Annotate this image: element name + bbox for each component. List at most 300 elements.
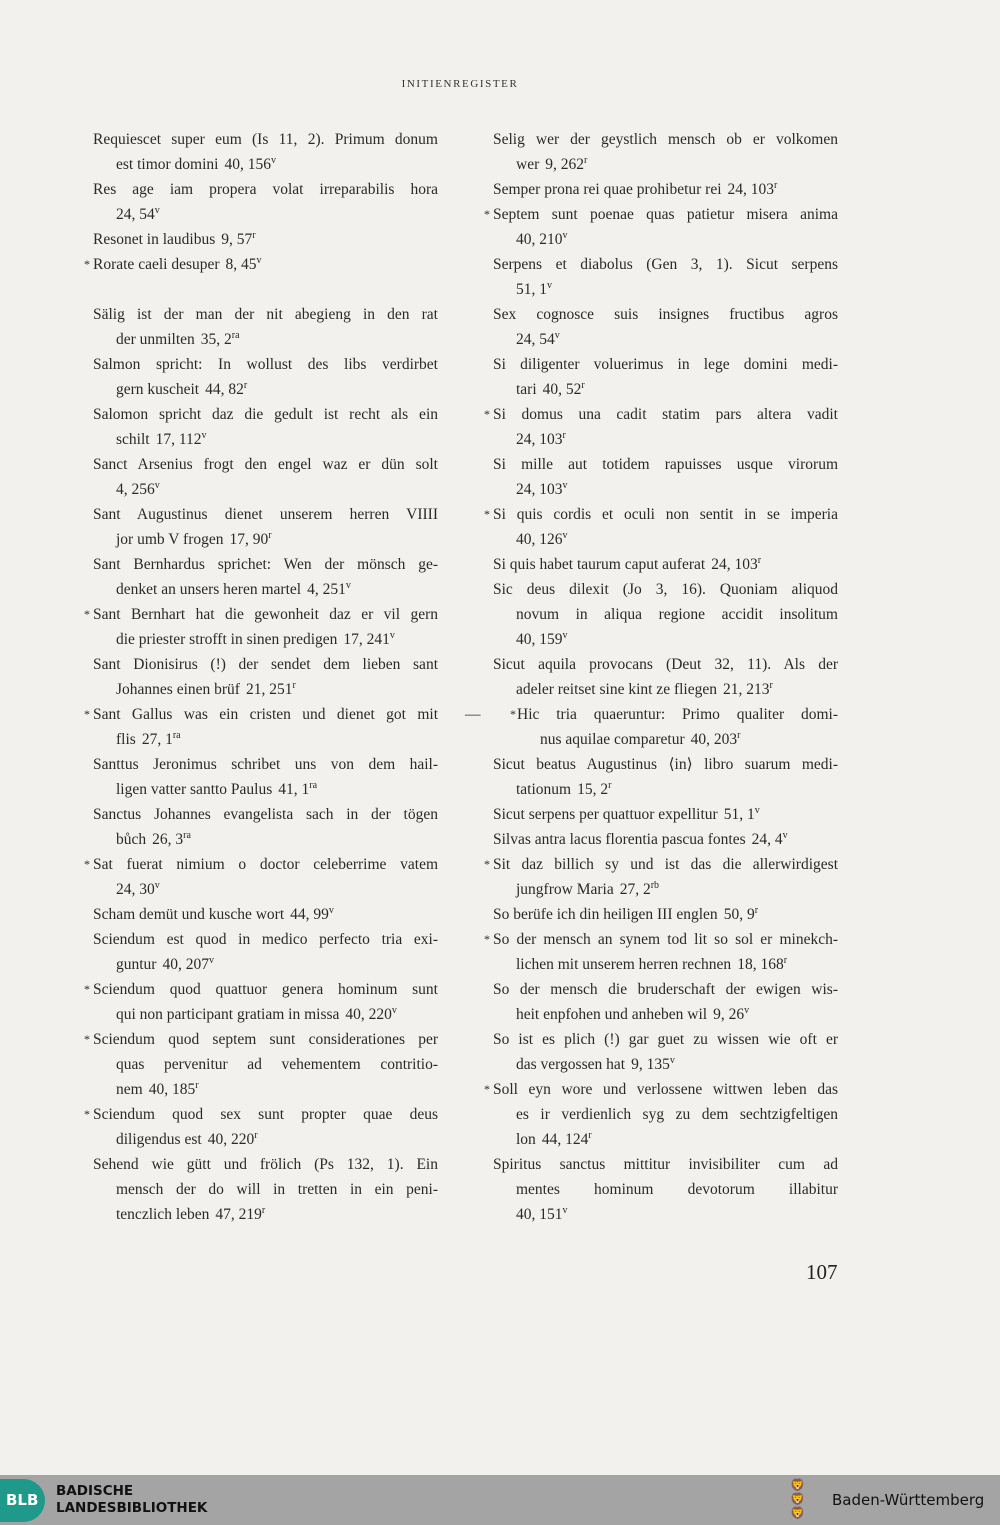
folio-side: r — [757, 555, 762, 566]
entry-text: So ist es plich (!) gar guet zu wissen wie oft er — [493, 1031, 838, 1048]
entry-line — [493, 852, 838, 877]
entry-text: Sciendum quod quattuor genera hominum sunt — [93, 981, 438, 998]
library-name — [56, 1483, 207, 1517]
entry-text: Spiritus sanctus mittitur invisibiliter cum ad — [493, 1156, 838, 1173]
entry-line — [93, 452, 438, 477]
folio-side: r — [254, 1130, 258, 1141]
folio-reference — [516, 631, 568, 648]
entry-line — [93, 1027, 438, 1052]
entry-line — [493, 427, 838, 452]
entry-line — [493, 552, 838, 577]
folio-side: v — [562, 530, 568, 541]
entry-line — [93, 1127, 438, 1152]
entry-line — [93, 652, 438, 677]
entry-line — [493, 1027, 838, 1052]
folio-number: 44, 124 — [541, 1131, 589, 1148]
entry-text: est timor domini — [116, 156, 219, 173]
folio-number: 26, 3 — [152, 831, 184, 848]
entry-text: heit enpfohen und anheben wil — [516, 1006, 708, 1023]
entry-line — [493, 902, 838, 927]
folio-reference — [728, 181, 778, 198]
entry-text: Sex cognosce suis insignes fructibus agros — [493, 306, 838, 323]
folio-number: 9, 262 — [545, 156, 584, 173]
entry-line — [493, 1127, 838, 1152]
entry-line — [93, 1102, 438, 1127]
folio-reference — [156, 431, 207, 448]
index-entry — [465, 702, 838, 752]
folio-side: r — [584, 155, 588, 166]
entry-line — [93, 1077, 438, 1102]
entry-line — [93, 977, 438, 1002]
entry-text: Sälig ist der man der nit abegieng in den rat — [93, 306, 438, 323]
folio-reference — [246, 681, 296, 698]
blb-logo[interactable]: BLB — [0, 1479, 45, 1522]
entry-line — [93, 627, 438, 652]
asterisk-marker: * — [84, 707, 90, 721]
entry-line — [493, 177, 838, 202]
entry-line — [93, 252, 438, 277]
folio-reference — [205, 381, 247, 398]
entry-line — [493, 1177, 838, 1202]
folio-number: 40, 159 — [516, 631, 563, 648]
folio-side: v — [562, 630, 568, 641]
entry-line — [93, 227, 438, 252]
entry-line — [493, 827, 838, 852]
entry-text: lichen mit unserem herren rechnen — [516, 956, 732, 973]
entry-text: bůch — [116, 831, 147, 848]
folio-reference — [224, 156, 276, 173]
entry-line — [93, 1202, 438, 1227]
entry-line — [493, 927, 838, 952]
entry-text: Res age iam propera volat irreparabilis hora — [93, 181, 438, 198]
entry-line — [93, 1152, 438, 1177]
folio-number: 40, 156 — [224, 156, 271, 173]
folio-side: r — [769, 680, 773, 691]
folio-side: r — [268, 530, 272, 541]
entry-line — [493, 1102, 838, 1127]
folio-side: v — [345, 580, 351, 591]
entry-text: quas pervenitur ad vehementem contritio- — [116, 1056, 438, 1073]
entry-text: Resonet in laudibus — [93, 231, 216, 248]
entry-text: die priester strofft in sinen predigen — [116, 631, 338, 648]
entry-line — [493, 977, 838, 1002]
folio-number: 8, 45 — [225, 256, 257, 273]
lions-coat-of-arms-icon: 🦁 🦁 🦁 — [790, 1478, 805, 1520]
folio-number: 4, 251 — [307, 581, 346, 598]
folio-side: r — [261, 1205, 266, 1216]
entry-line — [93, 752, 438, 777]
asterisk-marker: * — [484, 207, 490, 221]
entry-line — [493, 252, 838, 277]
folio-reference — [752, 831, 788, 848]
entry-line — [93, 827, 438, 852]
index-entry — [84, 602, 438, 652]
folio-reference — [516, 281, 552, 298]
index-entry — [493, 127, 838, 177]
entry-text: ligen vatter santto Paulus — [116, 781, 273, 798]
entry-line — [493, 502, 838, 527]
index-entry — [493, 977, 838, 1027]
folio-number: 9, 135 — [631, 1056, 670, 1073]
entry-text: Sanct Arsenius frogt den engel waz er dün solt — [93, 456, 438, 473]
folio-side: r — [737, 730, 741, 741]
entry-line — [93, 352, 438, 377]
folio-reference — [116, 206, 160, 223]
entry-text: Johannes einen brüf — [116, 681, 240, 698]
folio-reference — [116, 881, 160, 898]
folio-reference — [711, 556, 761, 573]
folio-number: 40, 220 — [345, 1006, 392, 1023]
entry-dash: — — [465, 706, 481, 723]
entry-text: Si mille aut totidem rapuisses usque virorum — [493, 456, 838, 473]
entry-line — [493, 202, 838, 227]
entry-line — [93, 477, 438, 502]
asterisk-marker: * — [484, 507, 490, 521]
footer-bar — [0, 1475, 1000, 1525]
folio-side: v — [547, 280, 552, 291]
entry-line — [93, 377, 438, 402]
index-entry — [493, 752, 838, 802]
folio-number: 40, 185 — [148, 1081, 196, 1098]
folio-side: v — [154, 880, 160, 891]
entry-line — [493, 527, 838, 552]
folio-number: 24, 103 — [711, 556, 758, 573]
index-entry — [484, 502, 838, 552]
entry-text: Selig wer der geystlich mensch ob er volkomen — [493, 131, 838, 148]
entry-text: Silvas antra lacus florentia pascua fontes — [493, 831, 746, 848]
folio-reference — [724, 806, 760, 823]
entry-line — [93, 427, 438, 452]
index-entry — [493, 577, 838, 652]
folio-reference — [345, 1006, 397, 1023]
folio-reference — [162, 956, 214, 973]
folio-reference — [516, 1206, 568, 1223]
index-entry — [484, 202, 838, 252]
folio-side: rb — [650, 880, 660, 891]
folio-side: r — [588, 1130, 592, 1141]
folio-side: v — [208, 955, 214, 966]
entry-text: Salmon spricht: In wollust des libs verdirbet — [93, 356, 438, 373]
entry-text: tationum — [516, 781, 572, 798]
entry-line — [93, 152, 438, 177]
folio-side: r — [292, 680, 296, 691]
entry-text: Si diligenter voluerimus in lege domini medi- — [493, 356, 838, 373]
folio-side: ra — [172, 730, 181, 741]
folio-number: 24, 4 — [751, 831, 783, 848]
folio-side: ra — [183, 830, 191, 841]
folio-side: v — [669, 1055, 675, 1066]
folio-reference — [691, 731, 741, 748]
folio-number: 27, 1 — [141, 731, 173, 748]
folio-side: r — [243, 380, 248, 391]
index-entry — [93, 752, 438, 802]
entry-text: Sic deus dilexit (Jo 3, 16). Quoniam aliquod — [493, 581, 838, 598]
index-entry — [84, 852, 438, 902]
entry-line — [493, 152, 838, 177]
index-entry — [493, 827, 838, 852]
entry-line — [493, 752, 838, 777]
folio-reference — [152, 831, 191, 848]
entry-text: So berüfe ich din heiligen III englen — [493, 906, 718, 923]
entry-line — [493, 377, 838, 402]
index-column-right — [465, 127, 838, 1227]
folio-side: v — [328, 905, 334, 916]
entry-text: qui non participant gratiam in missa — [116, 1006, 340, 1023]
index-entry — [93, 227, 438, 252]
folio-reference — [724, 906, 758, 923]
entry-text: Sicut aquila provocans (Deut 32, 11). Als der — [493, 656, 838, 673]
entry-text: Santtus Jeronimus schribet uns von dem hail- — [93, 756, 438, 773]
entry-line — [93, 1052, 438, 1077]
index-entry — [84, 1027, 438, 1102]
entry-line — [493, 1077, 838, 1102]
entry-text: guntur — [116, 956, 157, 973]
index-entry — [493, 902, 838, 927]
index-entry — [493, 1027, 838, 1077]
folio-reference — [516, 231, 568, 248]
entry-text: der unmilten — [116, 331, 195, 348]
folio-reference — [221, 231, 255, 248]
folio-number: 27, 2 — [619, 881, 651, 898]
folio-number: 47, 219 — [215, 1206, 262, 1223]
index-entry — [484, 402, 838, 452]
entry-line — [93, 202, 438, 227]
folio-reference — [577, 781, 611, 798]
entry-text: nus aquilae comparetur — [540, 731, 685, 748]
entry-line — [493, 677, 838, 702]
entry-line — [493, 652, 838, 677]
folio-number: 24, 103 — [516, 481, 563, 498]
folio-number: 24, 54 — [116, 206, 155, 223]
entry-text: Semper prona rei quae prohibetur rei — [493, 181, 722, 198]
folio-number: 9, 57 — [221, 231, 253, 248]
entry-line — [493, 777, 838, 802]
folio-side: r — [195, 1080, 199, 1091]
folio-number: 35, 2 — [200, 331, 232, 348]
entry-line — [493, 127, 838, 152]
entry-line — [93, 1002, 438, 1027]
entry-text: Sant Bernhart hat die gewonheit daz er vil gern — [93, 606, 438, 623]
folio-side: r — [608, 780, 612, 791]
folio-number: 24, 54 — [516, 331, 555, 348]
entry-text: Salomon spricht daz die gedult ist recht als ein — [93, 406, 438, 423]
entry-text: Septem sunt poenae quas patietur misera anima — [493, 206, 838, 223]
index-entry — [93, 652, 438, 702]
running-head: INITIENREGISTER — [401, 78, 519, 90]
index-entry — [84, 252, 438, 277]
folio-side: r — [783, 955, 788, 966]
entry-text: Hic tria quaeruntur: Primo qualiter domi- — [517, 706, 838, 723]
index-entry — [84, 702, 438, 752]
entry-text: Requiescet super eum (Is 11, 2). Primum donum — [93, 131, 438, 148]
folio-reference — [542, 1131, 592, 1148]
asterisk-marker: * — [84, 857, 90, 871]
index-entry — [484, 927, 838, 977]
folio-number: 40, 210 — [516, 231, 563, 248]
entry-text: Sciendum quod septem sunt considerationes per — [93, 1031, 438, 1048]
entry-line — [493, 402, 838, 427]
folio-reference — [737, 956, 787, 973]
folio-reference — [516, 481, 568, 498]
index-entry — [84, 977, 438, 1027]
index-entry — [484, 1077, 838, 1152]
folio-reference — [516, 531, 568, 548]
folio-reference — [226, 256, 262, 273]
index-entry — [93, 127, 438, 177]
folio-side: ra — [231, 330, 240, 341]
folio-reference — [215, 1206, 265, 1223]
entry-line — [93, 802, 438, 827]
baden-wuerttemberg-logo[interactable] — [790, 1478, 1000, 1523]
entry-text: Si domus una cadit statim pars altera vadit — [493, 406, 838, 423]
folio-side: v — [744, 1005, 750, 1016]
asterisk-marker: * — [484, 932, 490, 946]
folio-side: v — [782, 830, 788, 841]
entry-line — [93, 877, 438, 902]
entry-text: jor umb V frogen — [116, 531, 224, 548]
entry-line — [493, 577, 838, 602]
index-entry — [93, 902, 438, 927]
folio-reference — [208, 1131, 258, 1148]
entry-text: lon — [516, 1131, 536, 1148]
folio-side: r — [562, 430, 566, 441]
entry-line — [93, 727, 438, 752]
entry-text: tari — [516, 381, 537, 398]
folio-number: 21, 213 — [722, 681, 770, 698]
entry-text: Sciendum est quod in medico perfecto tria exi- — [93, 931, 438, 948]
entry-text: Sciendum quod sex sunt propter quae deus — [93, 1106, 438, 1123]
folio-reference — [516, 331, 560, 348]
entry-line — [493, 452, 838, 477]
index-entry — [93, 927, 438, 977]
entry-text: Si quis cordis et oculi non sentit in se imperia — [493, 506, 838, 523]
entry-line — [493, 477, 838, 502]
entry-line — [493, 1202, 838, 1227]
index-entry — [493, 802, 838, 827]
folio-side: r — [774, 180, 778, 191]
asterisk-marker: * — [84, 607, 90, 621]
folio-reference — [620, 881, 659, 898]
entry-text: Scham demüt und kusche wort — [93, 906, 285, 923]
entry-line — [493, 302, 838, 327]
entry-text: wer — [516, 156, 540, 173]
folio-side: v — [754, 805, 760, 816]
index-entry — [493, 1152, 838, 1227]
index-entry — [493, 177, 838, 202]
folio-number: 15, 2 — [577, 781, 609, 798]
folio-side: v — [562, 230, 568, 241]
entry-line — [93, 927, 438, 952]
entry-text: diligendus est — [116, 1131, 202, 1148]
folio-number: 44, 99 — [290, 906, 329, 923]
entry-line — [93, 527, 438, 552]
entry-line — [493, 802, 838, 827]
index-entry — [93, 352, 438, 402]
folio-number: 44, 82 — [205, 381, 244, 398]
entry-line — [93, 902, 438, 927]
entry-text: Sehend wie gütt und frölich (Ps 132, 1). Ein — [93, 1156, 438, 1173]
index-entry — [493, 552, 838, 577]
folio-number: 18, 168 — [737, 956, 784, 973]
entry-line — [93, 502, 438, 527]
entry-line — [493, 627, 838, 652]
asterisk-marker: * — [84, 257, 90, 271]
entry-line — [93, 777, 438, 802]
folio-reference — [290, 906, 334, 923]
entry-text: jungfrow Maria — [516, 881, 614, 898]
folio-reference — [723, 681, 773, 698]
folio-side: v — [270, 155, 276, 166]
index-entry — [93, 452, 438, 502]
entry-line — [493, 327, 838, 352]
entry-line — [93, 602, 438, 627]
entry-line — [93, 552, 438, 577]
folio-side: v — [554, 330, 560, 341]
entry-line — [93, 402, 438, 427]
entry-line — [93, 702, 438, 727]
folio-number: 51, 1 — [723, 806, 755, 823]
folio-reference — [201, 331, 240, 348]
folio-number: 40, 207 — [162, 956, 209, 973]
folio-number: 24, 103 — [516, 431, 563, 448]
entry-text: das vergossen hat — [516, 1056, 626, 1073]
entry-line — [493, 602, 838, 627]
entry-line — [493, 952, 838, 977]
index-entry — [93, 552, 438, 602]
entry-line — [93, 302, 438, 327]
entry-line — [93, 327, 438, 352]
folio-reference — [543, 381, 585, 398]
entry-line — [493, 352, 838, 377]
entry-line — [93, 952, 438, 977]
folio-side: v — [562, 480, 568, 491]
index-entry — [493, 652, 838, 702]
index-entry — [493, 352, 838, 402]
entry-text: So der mensch an synem tod lit so sol er minekch- — [493, 931, 838, 948]
entry-text: mentes hominum devotorum illabitur — [516, 1181, 838, 1198]
asterisk-marker: * — [510, 707, 516, 721]
entry-line — [93, 677, 438, 702]
folio-reference — [230, 531, 272, 548]
folio-reference — [516, 431, 566, 448]
entry-text: Sicut beatus Augustinus ⟨in⟩ libro suarum medi- — [493, 756, 838, 773]
entry-text: es ir verdienlich syg zu dem sechtzigfeltigen — [516, 1106, 838, 1123]
entry-line — [93, 852, 438, 877]
index-entry — [493, 252, 838, 302]
folio-reference — [545, 156, 587, 173]
folio-number: 21, 251 — [245, 681, 293, 698]
entry-text: adeler reitset sine kint ze fliegen — [516, 681, 717, 698]
entry-text: Rorate caeli desuper — [93, 256, 220, 273]
folio-reference — [142, 731, 181, 748]
folio-number: 4, 256 — [116, 481, 155, 498]
entry-text: Sat fuerat nimium o doctor celeberrime vatem — [93, 856, 438, 873]
folio-side: v — [201, 430, 207, 441]
folio-number: 40, 220 — [207, 1131, 255, 1148]
entry-line — [93, 577, 438, 602]
index-entry — [493, 452, 838, 502]
folio-number: 17, 90 — [229, 531, 269, 548]
folio-reference — [713, 1006, 749, 1023]
entry-text: novum in aliqua regione accidit insolitum — [516, 606, 838, 623]
folio-number: 41, 1 — [278, 781, 310, 798]
index-column-left — [84, 127, 438, 1227]
folio-number: 24, 30 — [116, 881, 155, 898]
entry-line — [493, 702, 838, 727]
folio-side: v — [389, 630, 395, 641]
folio-reference — [631, 1056, 675, 1073]
folio-side: ra — [309, 780, 318, 791]
